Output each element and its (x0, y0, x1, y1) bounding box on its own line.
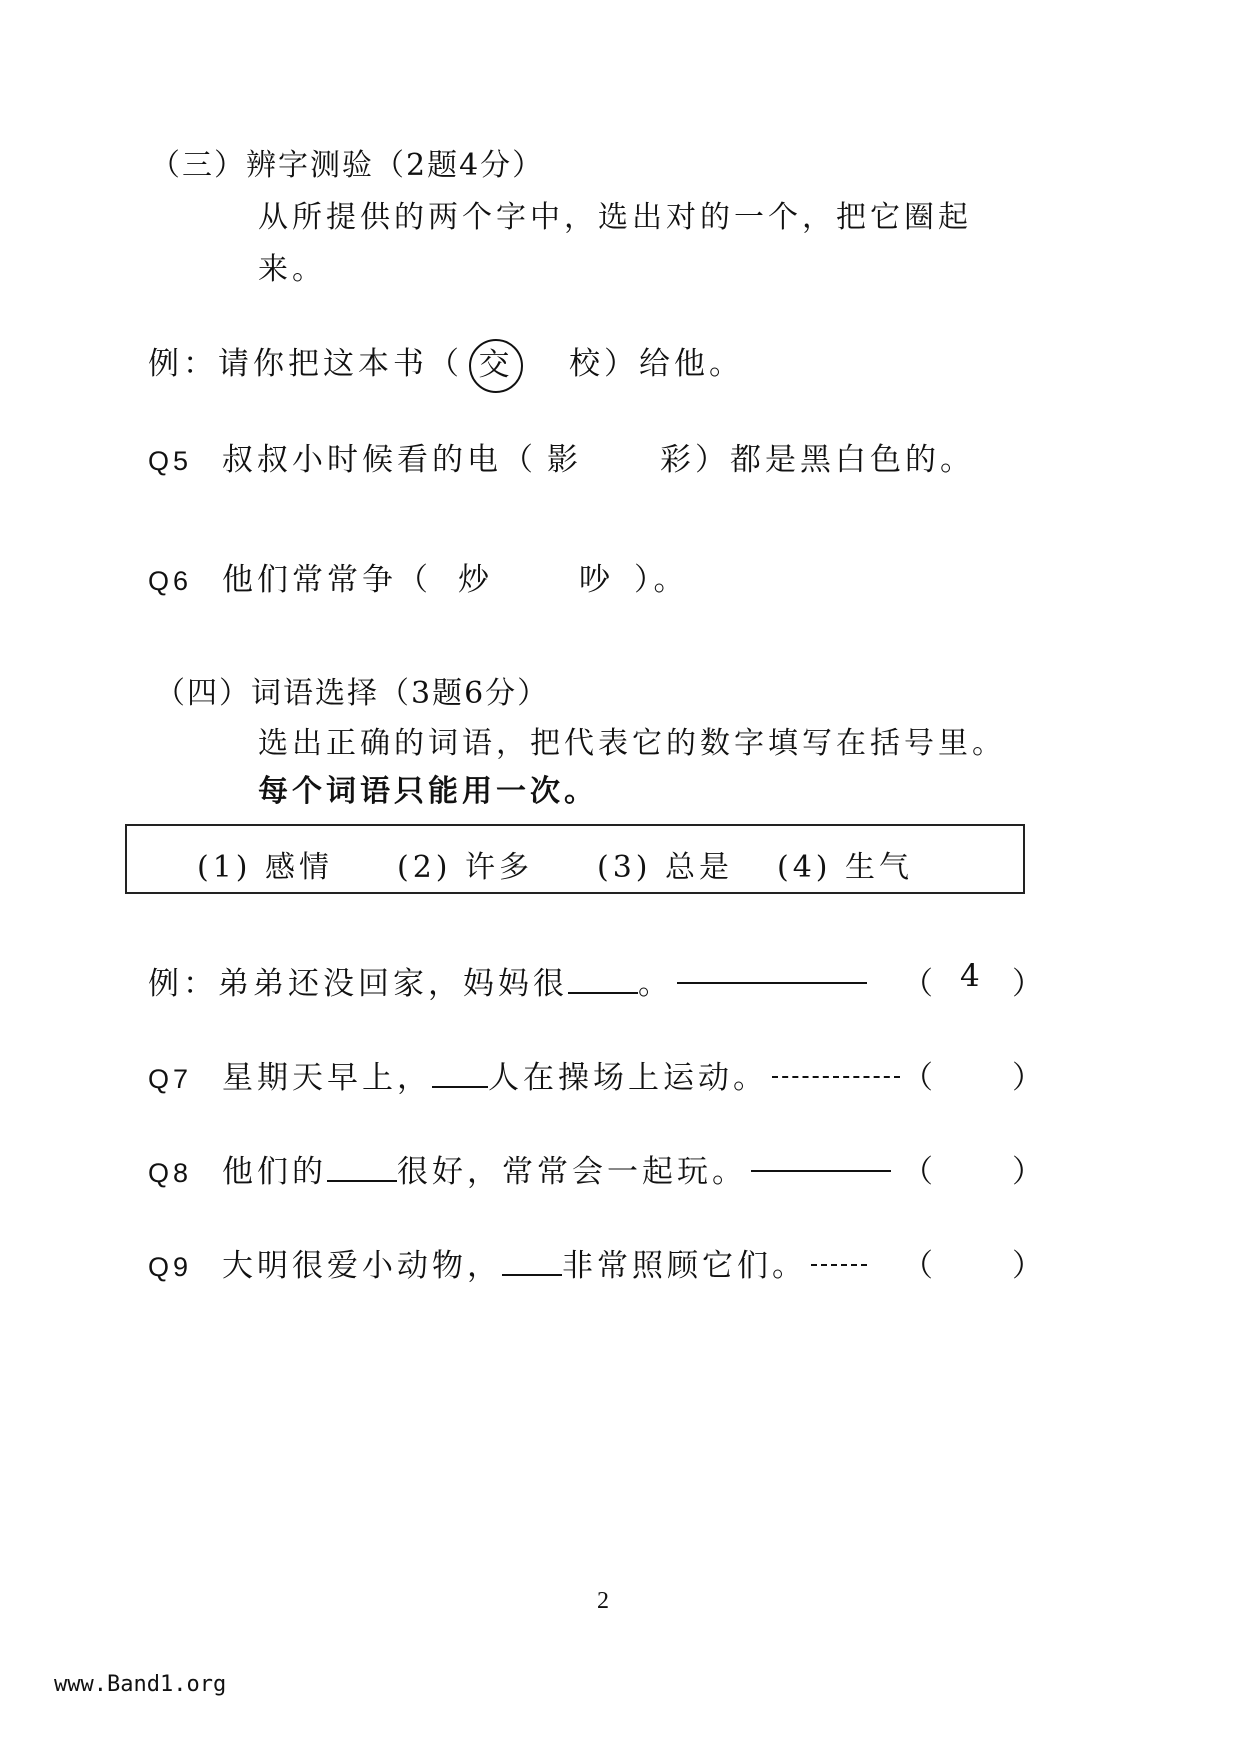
q6-number: Q6 (148, 566, 193, 596)
q7-number: Q7 (148, 1064, 193, 1094)
q9-leader-line (811, 1264, 867, 1266)
example4-paren-open: （ (902, 966, 933, 1002)
example4-label: 例： (148, 966, 218, 1002)
q9-paren-open: （ (902, 1248, 933, 1284)
word-bank-box (125, 824, 1025, 894)
q7-text-after: 人在操场上运动。 (488, 1060, 769, 1096)
word-bank-item-2: (2) 许多 (397, 850, 534, 885)
page-number: 2 (597, 1588, 609, 1614)
question-q6 (148, 554, 689, 599)
example4-blank (568, 966, 638, 994)
section4-instruction-line1: 选出正确的词语，把代表它的数字填写在括号里。 (258, 726, 1006, 761)
q9-blank (502, 1248, 562, 1276)
section4-instruction-line2: 每个词语只能用一次。 (258, 774, 598, 809)
word-bank-item-1: (1) 感情 (197, 850, 334, 885)
q5-option2[interactable]: 彩 (660, 442, 696, 478)
q7-text-before: 星期天早上， (222, 1060, 433, 1096)
q6-text-after: ）。 (634, 562, 689, 598)
q8-text-after: 很好，常常会一起玩。 (397, 1154, 748, 1190)
q5-number: Q5 (148, 446, 193, 476)
word-bank-item-4: (4) 生气 (777, 850, 914, 885)
footer-website: www.Band1.org (54, 1672, 227, 1697)
word-bank-item-3: (3) 总是 (597, 850, 734, 885)
section3-instruction-line2: 来。 (258, 252, 326, 287)
q8-blank (327, 1154, 397, 1182)
q7-blank (432, 1060, 488, 1088)
example-label: 例： (148, 346, 218, 382)
question-q5 (148, 434, 975, 479)
q8-text-before: 他们的 (222, 1154, 328, 1190)
example4-text-before: 弟弟还没回家，妈妈很 (218, 966, 568, 1002)
question-q9 (148, 1240, 873, 1285)
section3-instruction-line1: 从所提供的两个字中，选出对的一个，把它圈起 (258, 200, 972, 235)
example4-leader-line (677, 982, 867, 984)
question-q7 (148, 1052, 906, 1097)
q5-text-after: ）都是黑白色的。 (695, 442, 976, 478)
q6-option2[interactable]: 吵 (579, 562, 615, 598)
q5-option1[interactable]: 影 (547, 442, 583, 478)
example4-paren-close: ） (1012, 966, 1043, 1002)
circled-answer: 交 (469, 339, 523, 393)
q6-text-before: 他们常常争（ (222, 562, 433, 598)
q8-paren-close: ） (1012, 1154, 1043, 1190)
section4-title: （四）词语选择（3题6分） (155, 676, 550, 711)
q9-number: Q9 (148, 1252, 193, 1282)
q7-paren-close: ） (1012, 1060, 1043, 1096)
question-q8 (148, 1146, 897, 1191)
q9-paren-close: ） (1012, 1248, 1043, 1284)
example-text-after: ）给他。 (604, 346, 744, 382)
example-text-before: 请你把这本书（ (218, 346, 463, 382)
q9-text-after: 非常照顾它们。 (562, 1248, 808, 1284)
q7-leader-line (772, 1076, 900, 1078)
example4-answer: 4 (960, 958, 980, 994)
section3-title: （三）辨字测验（2题4分） (150, 148, 545, 183)
q7-paren-open: （ (902, 1060, 933, 1096)
q8-number: Q8 (148, 1158, 193, 1188)
q6-option1[interactable]: 炒 (458, 562, 494, 598)
example4-text-after: 。 (638, 966, 673, 1002)
example-option2: 校 (569, 346, 604, 382)
q9-text-before: 大明很爱小动物， (222, 1248, 503, 1284)
q8-paren-open: （ (902, 1154, 933, 1190)
q8-leader-line (751, 1170, 891, 1172)
q5-text-before: 叔叔小时候看的电（ (222, 442, 538, 478)
section4-example (148, 958, 873, 1003)
section3-example (148, 338, 744, 393)
